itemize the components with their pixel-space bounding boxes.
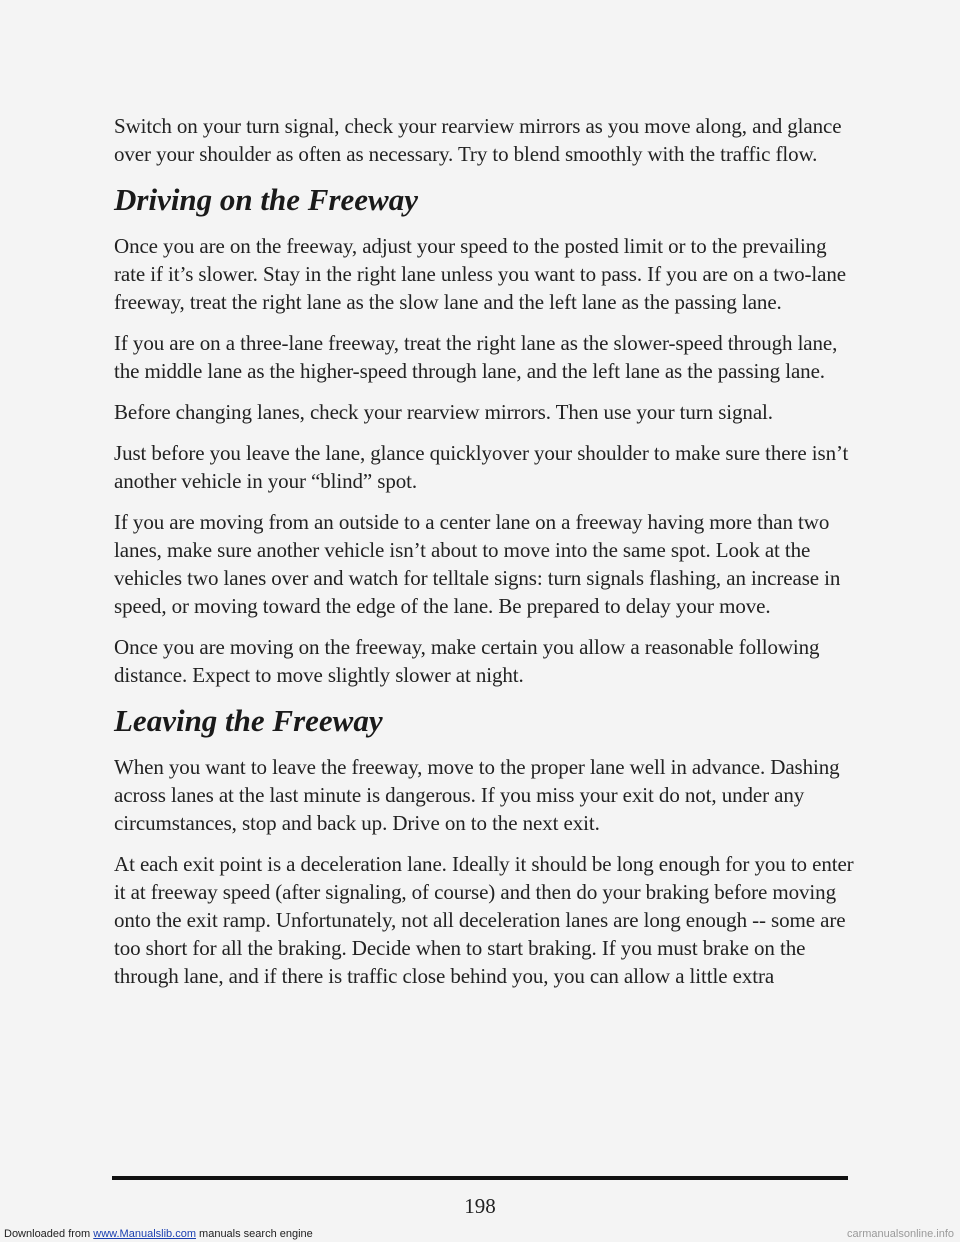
manualslib-link[interactable]: www.Manualslib.com <box>93 1228 196 1240</box>
body-paragraph: If you are moving from an outside to a center lane on a freeway having more than two lanes, make sure another vehicle isn’t about to move into the same spot. Look at the vehicles two lanes over and watch for telltale signs: turn signals flashing, an increase in speed, or moving toward the edge of the lane. Be prepared to delay your move. <box>114 510 841 618</box>
site-watermark: carmanualsonline.info <box>846 1228 954 1240</box>
body-paragraph: When you want to leave the freeway, move to the proper lane well in advance. Dashing across lanes at the last minute is dangerous. If you miss your exit do not, under any circumstances, stop and back up. Drive on to the next exit. <box>114 755 840 835</box>
footer-rule <box>112 1176 848 1180</box>
body-paragraph: If you are on a three-lane freeway, treat the right lane as the slower-speed through lane, the middle lane as the higher-speed through lane, and the left lane as the passing lane. <box>114 331 838 383</box>
body-paragraph: Before changing lanes, check your rearview mirrors. Then use your turn signal. <box>114 400 773 424</box>
body-paragraph: Once you are moving on the freeway, make certain you allow a reasonable following distance. Expect to move slightly slower at night. <box>114 635 820 687</box>
body-paragraph: Once you are on the freeway, adjust your speed to the posted limit or to the prevailing rate if it’s slower. Stay in the right lane unless you want to pass. If you are on a two-lane freeway, treat the right lane as the slow lane and the left lane as the passing lane. <box>114 234 846 314</box>
section-heading-leaving-freeway: Leaving the Freeway <box>114 703 383 738</box>
footer-suffix: manuals search engine <box>195 1228 313 1240</box>
download-footer <box>4 1228 313 1240</box>
page-number: 198 <box>464 1194 496 1218</box>
footer-prefix: Downloaded from <box>4 1228 94 1240</box>
intro-paragraph: Switch on your turn signal, check your rearview mirrors as you move along, and glance over your shoulder as often as necessary. Try to blend smoothly with the traffic flow. <box>114 114 842 166</box>
body-paragraph: At each exit point is a deceleration lane. Ideally it should be long enough for you to enter it at freeway speed (after signaling, of course) and then do your braking before moving onto the exit ramp. Unfortunately, not all deceleration lanes are long enough -- some are too short for all the braking. Decide when to start braking. If you must brake on the through lane, and if there is traffic close behind you, you can allow a little extra <box>114 852 854 988</box>
section-heading-driving-on-freeway: Driving on the Freeway <box>114 182 418 217</box>
page-content <box>114 112 854 1003</box>
body-paragraph: Just before you leave the lane, glance quicklyover your shoulder to make sure there isn’t another vehicle in your “blind” spot. <box>114 441 849 493</box>
